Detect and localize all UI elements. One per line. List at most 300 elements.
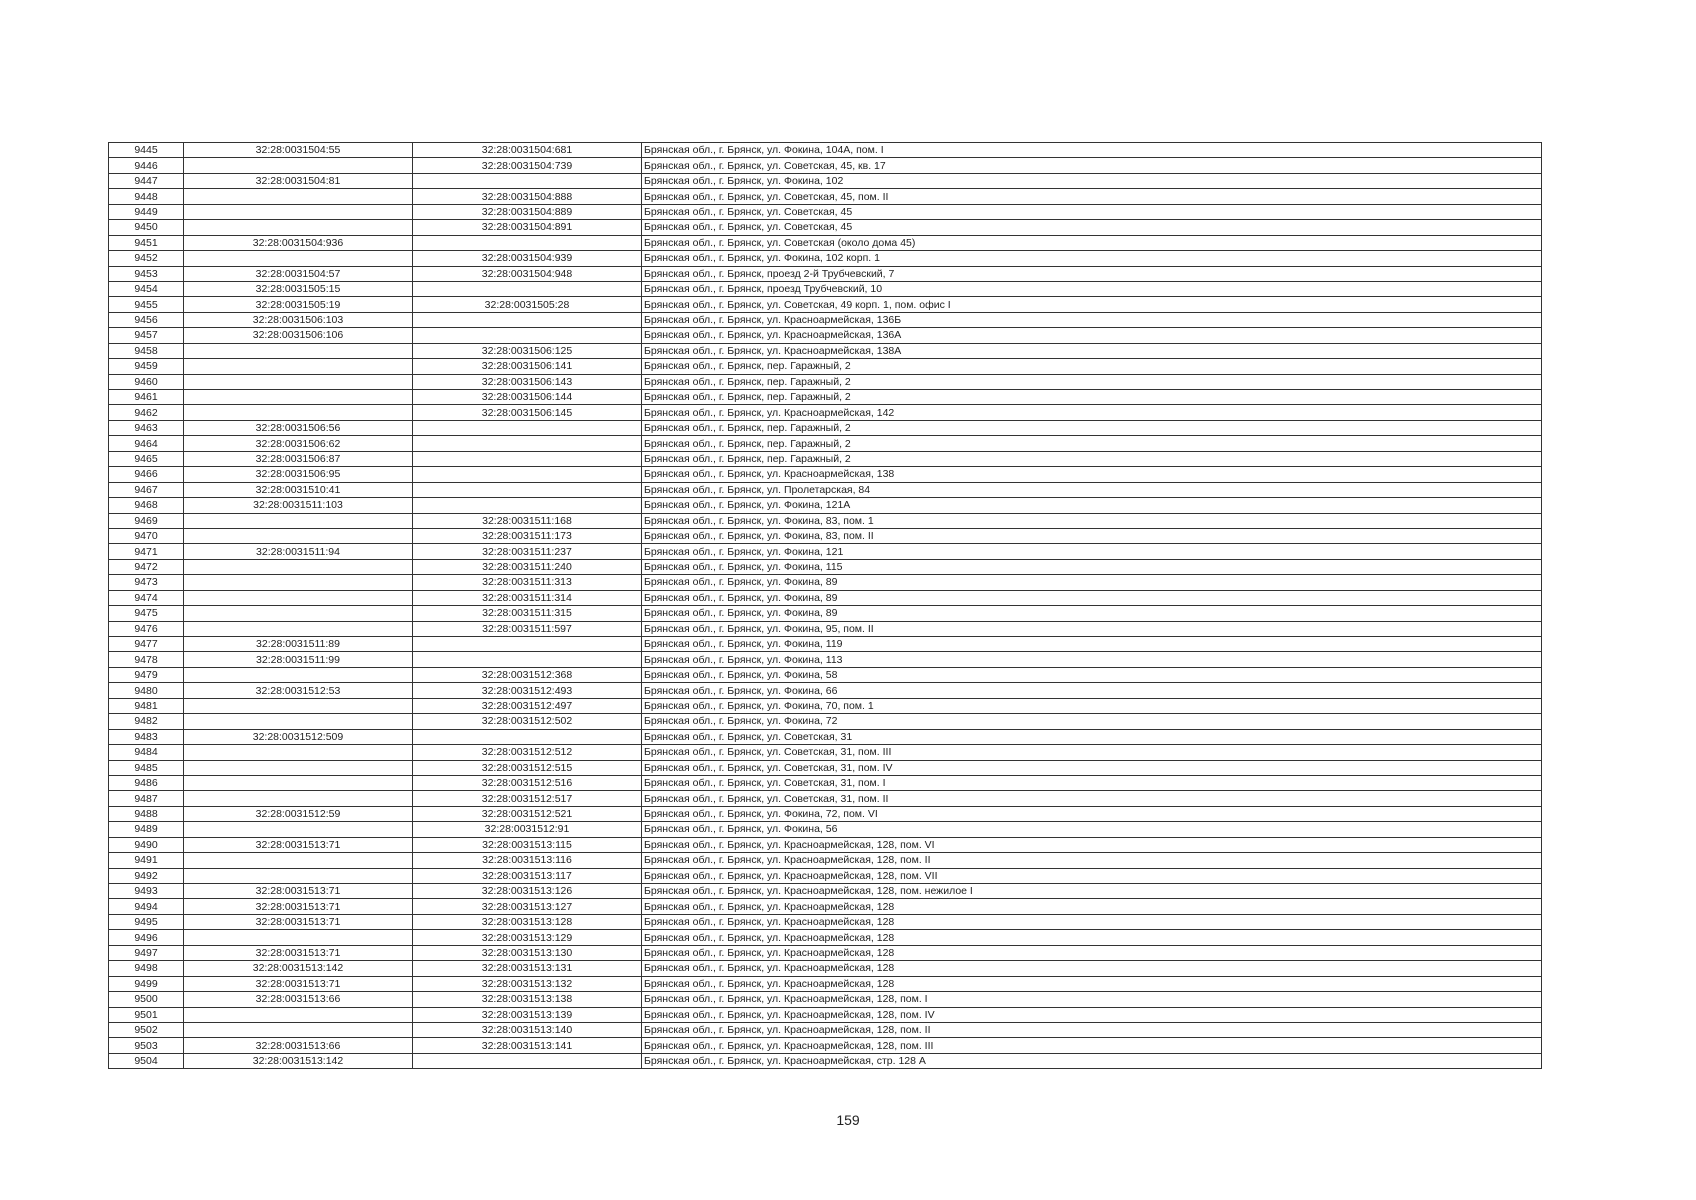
address-cell: Брянская обл., г. Брянск, ул. Фокина, 104А, пом. I [642,143,1542,158]
parcel-number-cell: 32:28:0031513:142 [184,961,413,976]
address-cell: Брянская обл., г. Брянск, ул. Красноармейская, 128 [642,930,1542,945]
table-row [109,899,1542,914]
object-number-cell [413,637,642,652]
table-row [109,745,1542,760]
address-cell: Брянская обл., г. Брянск, ул. Фокина, 113 [642,652,1542,667]
address-cell: Брянская обл., г. Брянск, ул. Советская, 31, пом. II [642,791,1542,806]
address-cell: Брянская обл., г. Брянск, ул. Фокина, 66 [642,683,1542,698]
address-cell: Брянская обл., г. Брянск, ул. Советская, 49 корп. 1, пом. офис I [642,297,1542,312]
table-row [109,992,1542,1007]
object-number-cell: 32:28:0031512:517 [413,791,642,806]
parcel-number-cell: 32:28:0031513:71 [184,945,413,960]
table-row [109,143,1542,158]
table-row [109,930,1542,945]
parcel-number-cell [184,405,413,420]
parcel-number-cell: 32:28:0031506:103 [184,312,413,327]
row-number-cell: 9489 [109,822,184,837]
address-cell: Брянская обл., г. Брянск, пер. Гаражный, 2 [642,390,1542,405]
table-row [109,822,1542,837]
object-number-cell [413,482,642,497]
row-number-cell: 9469 [109,513,184,528]
table-row [109,714,1542,729]
object-number-cell: 32:28:0031513:115 [413,837,642,852]
table-row [109,575,1542,590]
parcel-number-cell [184,575,413,590]
object-number-cell: 32:28:0031512:515 [413,760,642,775]
row-number-cell: 9493 [109,884,184,899]
row-number-cell: 9468 [109,498,184,513]
parcel-number-cell: 32:28:0031506:87 [184,451,413,466]
table-row [109,652,1542,667]
parcel-number-cell [184,791,413,806]
table-row [109,544,1542,559]
row-number-cell: 9448 [109,189,184,204]
address-cell: Брянская обл., г. Брянск, ул. Красноармейская, 128, пом. VI [642,837,1542,852]
row-number-cell: 9457 [109,328,184,343]
row-number-cell: 9496 [109,930,184,945]
address-cell: Брянская обл., г. Брянск, ул. Фокина, 56 [642,822,1542,837]
address-cell: Брянская обл., г. Брянск, ул. Красноармейская, 128 [642,976,1542,991]
object-number-cell: 32:28:0031513:126 [413,884,642,899]
object-number-cell [413,235,642,250]
object-number-cell: 32:28:0031505:28 [413,297,642,312]
row-number-cell: 9498 [109,961,184,976]
row-number-cell: 9502 [109,1022,184,1037]
row-number-cell: 9494 [109,899,184,914]
table-row [109,266,1542,281]
address-cell: Брянская обл., г. Брянск, ул. Фокина, 83, пом. 1 [642,513,1542,528]
address-cell: Брянская обл., г. Брянск, пер. Гаражный, 2 [642,436,1542,451]
row-number-cell: 9475 [109,606,184,621]
row-number-cell: 9472 [109,559,184,574]
address-cell: Брянская обл., г. Брянск, ул. Красноармейская, 128 [642,945,1542,960]
address-cell: Брянская обл., г. Брянск, ул. Красноармейская, 128 [642,899,1542,914]
row-number-cell: 9471 [109,544,184,559]
parcel-number-cell [184,621,413,636]
address-cell: Брянская обл., г. Брянск, ул. Фокина, 58 [642,667,1542,682]
table-row [109,559,1542,574]
table-row [109,1022,1542,1037]
row-number-cell: 9479 [109,667,184,682]
parcel-number-cell: 32:28:0031513:71 [184,837,413,852]
parcel-number-cell: 32:28:0031513:71 [184,914,413,929]
table-row [109,281,1542,296]
table-row [109,868,1542,883]
object-number-cell: 32:28:0031511:168 [413,513,642,528]
row-number-cell: 9462 [109,405,184,420]
parcel-number-cell [184,390,413,405]
object-number-cell: 32:28:0031513:141 [413,1038,642,1053]
object-number-cell: 32:28:0031504:739 [413,158,642,173]
table-row [109,1053,1542,1068]
table-row [109,220,1542,235]
parcel-number-cell: 32:28:0031504:81 [184,173,413,188]
object-number-cell [413,312,642,327]
row-number-cell: 9486 [109,775,184,790]
address-cell: Брянская обл., г. Брянск, ул. Фокина, 121А [642,498,1542,513]
table-row [109,1007,1542,1022]
table-row [109,791,1542,806]
cadastral-table [108,142,1542,1069]
row-number-cell: 9485 [109,760,184,775]
address-cell: Брянская обл., г. Брянск, ул. Пролетарская, 84 [642,482,1542,497]
row-number-cell: 9452 [109,251,184,266]
parcel-number-cell [184,189,413,204]
row-number-cell: 9484 [109,745,184,760]
parcel-number-cell [184,158,413,173]
row-number-cell: 9473 [109,575,184,590]
table-row [109,343,1542,358]
object-number-cell [413,729,642,744]
parcel-number-cell: 32:28:0031512:53 [184,683,413,698]
address-cell: Брянская обл., г. Брянск, ул. Красноармейская, 128, пом. II [642,1022,1542,1037]
parcel-number-cell: 32:28:0031512:509 [184,729,413,744]
parcel-number-cell: 32:28:0031513:71 [184,976,413,991]
object-number-cell: 32:28:0031513:130 [413,945,642,960]
row-number-cell: 9455 [109,297,184,312]
object-number-cell: 32:28:0031513:128 [413,914,642,929]
table-row [109,189,1542,204]
parcel-number-cell: 32:28:0031511:103 [184,498,413,513]
parcel-number-cell: 32:28:0031505:15 [184,281,413,296]
parcel-number-cell [184,714,413,729]
object-number-cell: 32:28:0031512:516 [413,775,642,790]
object-number-cell: 32:28:0031504:891 [413,220,642,235]
address-cell: Брянская обл., г. Брянск, ул. Фокина, 72 [642,714,1542,729]
address-cell: Брянская обл., г. Брянск, ул. Красноармейская, 128 [642,961,1542,976]
object-number-cell: 32:28:0031512:493 [413,683,642,698]
address-cell: Брянская обл., г. Брянск, ул. Советская, 31, пом. I [642,775,1542,790]
address-cell: Брянская обл., г. Брянск, ул. Красноармейская, 138А [642,343,1542,358]
row-number-cell: 9482 [109,714,184,729]
object-number-cell: 32:28:0031504:681 [413,143,642,158]
object-number-cell: 32:28:0031513:140 [413,1022,642,1037]
object-number-cell [413,420,642,435]
row-number-cell: 9447 [109,173,184,188]
address-cell: Брянская обл., г. Брянск, пер. Гаражный, 2 [642,374,1542,389]
address-cell: Брянская обл., г. Брянск, ул. Советская, 31, пом. IV [642,760,1542,775]
parcel-number-cell: 32:28:0031505:19 [184,297,413,312]
parcel-number-cell [184,760,413,775]
parcel-number-cell [184,359,413,374]
table-row [109,312,1542,327]
parcel-number-cell [184,513,413,528]
row-number-cell: 9445 [109,143,184,158]
address-cell: Брянская обл., г. Брянск, пер. Гаражный, 2 [642,451,1542,466]
object-number-cell: 32:28:0031504:889 [413,204,642,219]
object-number-cell: 32:28:0031512:512 [413,745,642,760]
address-cell: Брянская обл., г. Брянск, ул. Красноармейская, 128, пом. II [642,853,1542,868]
table-row [109,235,1542,250]
object-number-cell: 32:28:0031513:129 [413,930,642,945]
parcel-number-cell [184,667,413,682]
object-number-cell [413,652,642,667]
row-number-cell: 9499 [109,976,184,991]
address-cell: Брянская обл., г. Брянск, ул. Красноармейская, 128, пом. IV [642,1007,1542,1022]
object-number-cell [413,467,642,482]
object-number-cell: 32:28:0031513:131 [413,961,642,976]
object-number-cell [413,281,642,296]
row-number-cell: 9451 [109,235,184,250]
object-number-cell [413,1053,642,1068]
address-cell: Брянская обл., г. Брянск, ул. Красноармейская, 142 [642,405,1542,420]
address-cell: Брянская обл., г. Брянск, ул. Красноармейская, 128, пом. I [642,992,1542,1007]
table-row [109,173,1542,188]
address-cell: Брянская обл., г. Брянск, пер. Гаражный, 2 [642,359,1542,374]
row-number-cell: 9495 [109,914,184,929]
object-number-cell: 32:28:0031506:144 [413,390,642,405]
address-cell: Брянская обл., г. Брянск, ул. Фокина, 83, пом. II [642,528,1542,543]
address-cell: Брянская обл., г. Брянск, проезд 2-й Трубчевский, 7 [642,266,1542,281]
row-number-cell: 9503 [109,1038,184,1053]
parcel-number-cell: 32:28:0031513:66 [184,992,413,1007]
parcel-number-cell: 32:28:0031506:95 [184,467,413,482]
row-number-cell: 9464 [109,436,184,451]
table-row [109,775,1542,790]
table-row [109,359,1542,374]
object-number-cell: 32:28:0031512:521 [413,806,642,821]
address-cell: Брянская обл., г. Брянск, ул. Фокина, 72, пом. VI [642,806,1542,821]
parcel-number-cell [184,204,413,219]
row-number-cell: 9476 [109,621,184,636]
object-number-cell: 32:28:0031512:502 [413,714,642,729]
parcel-number-cell [184,343,413,358]
row-number-cell: 9477 [109,637,184,652]
table-row [109,884,1542,899]
address-cell: Брянская обл., г. Брянск, ул. Фокина, 70, пом. 1 [642,698,1542,713]
table-row [109,467,1542,482]
parcel-number-cell [184,822,413,837]
parcel-number-cell: 32:28:0031512:59 [184,806,413,821]
address-cell: Брянская обл., г. Брянск, ул. Фокина, 115 [642,559,1542,574]
parcel-number-cell: 32:28:0031504:55 [184,143,413,158]
address-cell: Брянская обл., г. Брянск, ул. Фокина, 95, пом. II [642,621,1542,636]
object-number-cell: 32:28:0031504:888 [413,189,642,204]
object-number-cell: 32:28:0031504:948 [413,266,642,281]
object-number-cell: 32:28:0031513:117 [413,868,642,883]
table-row [109,698,1542,713]
parcel-number-cell [184,606,413,621]
parcel-number-cell [184,374,413,389]
row-number-cell: 9466 [109,467,184,482]
object-number-cell: 32:28:0031513:127 [413,899,642,914]
address-cell: Брянская обл., г. Брянск, ул. Советская, 31, пом. III [642,745,1542,760]
address-cell: Брянская обл., г. Брянск, ул. Красноармейская, 128, пом. III [642,1038,1542,1053]
parcel-number-cell: 32:28:0031513:142 [184,1053,413,1068]
address-cell: Брянская обл., г. Брянск, ул. Советская, 31 [642,729,1542,744]
address-cell: Брянская обл., г. Брянск, ул. Красноармейская, 128, пом. VII [642,868,1542,883]
object-number-cell: 32:28:0031511:313 [413,575,642,590]
row-number-cell: 9481 [109,698,184,713]
parcel-number-cell [184,775,413,790]
table-row [109,528,1542,543]
table-row [109,945,1542,960]
address-cell: Брянская обл., г. Брянск, ул. Советская, 45 [642,204,1542,219]
parcel-number-cell: 32:28:0031511:89 [184,637,413,652]
parcel-number-cell [184,1007,413,1022]
table-row [109,621,1542,636]
parcel-number-cell [184,698,413,713]
address-cell: Брянская обл., г. Брянск, ул. Фокина, 89 [642,606,1542,621]
row-number-cell: 9478 [109,652,184,667]
row-number-cell: 9459 [109,359,184,374]
row-number-cell: 9461 [109,390,184,405]
row-number-cell: 9449 [109,204,184,219]
parcel-number-cell: 32:28:0031511:99 [184,652,413,667]
table-row [109,606,1542,621]
table-row [109,1038,1542,1053]
object-number-cell: 32:28:0031511:597 [413,621,642,636]
row-number-cell: 9453 [109,266,184,281]
address-cell: Брянская обл., г. Брянск, ул. Фокина, 89 [642,575,1542,590]
address-cell: Брянская обл., г. Брянск, пер. Гаражный, 2 [642,420,1542,435]
row-number-cell: 9492 [109,868,184,883]
parcel-number-cell [184,559,413,574]
page-number: 159 [836,1112,860,1128]
row-number-cell: 9474 [109,590,184,605]
parcel-number-cell: 32:28:0031506:56 [184,420,413,435]
parcel-number-cell: 32:28:0031504:57 [184,266,413,281]
row-number-cell: 9500 [109,992,184,1007]
parcel-number-cell [184,251,413,266]
row-number-cell: 9483 [109,729,184,744]
table-row [109,667,1542,682]
table-row [109,914,1542,929]
object-number-cell [413,498,642,513]
object-number-cell: 32:28:0031513:138 [413,992,642,1007]
row-number-cell: 9487 [109,791,184,806]
object-number-cell [413,173,642,188]
object-number-cell: 32:28:0031511:315 [413,606,642,621]
row-number-cell: 9446 [109,158,184,173]
table-row [109,204,1542,219]
table-row [109,637,1542,652]
address-cell: Брянская обл., г. Брянск, ул. Фокина, 102 корп. 1 [642,251,1542,266]
table-row [109,297,1542,312]
address-cell: Брянская обл., г. Брянск, ул. Фокина, 102 [642,173,1542,188]
address-cell: Брянская обл., г. Брянск, ул. Фокина, 89 [642,590,1542,605]
table-row [109,436,1542,451]
table-row [109,806,1542,821]
object-number-cell [413,328,642,343]
parcel-number-cell: 32:28:0031513:71 [184,899,413,914]
parcel-number-cell: 32:28:0031506:106 [184,328,413,343]
object-number-cell: 32:28:0031511:237 [413,544,642,559]
parcel-number-cell [184,590,413,605]
object-number-cell: 32:28:0031504:939 [413,251,642,266]
address-cell: Брянская обл., г. Брянск, ул. Красноармейская, 138 [642,467,1542,482]
parcel-number-cell: 32:28:0031506:62 [184,436,413,451]
object-number-cell: 32:28:0031506:125 [413,343,642,358]
table-row [109,853,1542,868]
object-number-cell [413,451,642,466]
address-cell: Брянская обл., г. Брянск, ул. Советская, 45, кв. 17 [642,158,1542,173]
object-number-cell: 32:28:0031506:141 [413,359,642,374]
table-row [109,390,1542,405]
table-row [109,729,1542,744]
parcel-number-cell [184,1022,413,1037]
address-cell: Брянская обл., г. Брянск, ул. Советская, 45, пом. II [642,189,1542,204]
object-number-cell: 32:28:0031511:240 [413,559,642,574]
row-number-cell: 9465 [109,451,184,466]
parcel-number-cell [184,930,413,945]
table-row [109,760,1542,775]
row-number-cell: 9501 [109,1007,184,1022]
address-cell: Брянская обл., г. Брянск, ул. Красноармейская, 128 [642,914,1542,929]
row-number-cell: 9463 [109,420,184,435]
row-number-cell: 9490 [109,837,184,852]
parcel-number-cell: 32:28:0031504:936 [184,235,413,250]
address-cell: Брянская обл., г. Брянск, ул. Фокина, 119 [642,637,1542,652]
row-number-cell: 9450 [109,220,184,235]
object-number-cell: 32:28:0031513:132 [413,976,642,991]
object-number-cell: 32:28:0031512:91 [413,822,642,837]
address-cell: Брянская обл., г. Брянск, ул. Красноармейская, 128, пом. нежилое I [642,884,1542,899]
row-number-cell: 9480 [109,683,184,698]
address-cell: Брянская обл., г. Брянск, ул. Фокина, 121 [642,544,1542,559]
table-row [109,451,1542,466]
address-cell: Брянская обл., г. Брянск, ул. Красноармейская, стр. 128 А [642,1053,1542,1068]
object-number-cell [413,436,642,451]
table-row [109,374,1542,389]
row-number-cell: 9488 [109,806,184,821]
table-row [109,498,1542,513]
table-row [109,683,1542,698]
row-number-cell: 9456 [109,312,184,327]
parcel-number-cell: 32:28:0031513:71 [184,884,413,899]
table-row [109,251,1542,266]
address-cell: Брянская обл., г. Брянск, ул. Красноармейская, 136А [642,328,1542,343]
table-row [109,837,1542,852]
address-cell: Брянская обл., г. Брянск, ул. Советская, 45 [642,220,1542,235]
object-number-cell: 32:28:0031511:314 [413,590,642,605]
table-row [109,420,1542,435]
address-cell: Брянская обл., г. Брянск, ул. Советская (около дома 45) [642,235,1542,250]
row-number-cell: 9470 [109,528,184,543]
parcel-number-cell [184,220,413,235]
parcel-number-cell [184,853,413,868]
table-row [109,158,1542,173]
table-row [109,976,1542,991]
row-number-cell: 9460 [109,374,184,389]
object-number-cell: 32:28:0031511:173 [413,528,642,543]
address-cell: Брянская обл., г. Брянск, проезд Трубчевский, 10 [642,281,1542,296]
table-row [109,590,1542,605]
table-row [109,482,1542,497]
table-row [109,328,1542,343]
table-row [109,405,1542,420]
parcel-number-cell [184,528,413,543]
object-number-cell: 32:28:0031513:139 [413,1007,642,1022]
parcel-number-cell: 32:28:0031511:94 [184,544,413,559]
object-number-cell: 32:28:0031512:368 [413,667,642,682]
parcel-number-cell: 32:28:0031510:41 [184,482,413,497]
address-cell: Брянская обл., г. Брянск, ул. Красноармейская, 136Б [642,312,1542,327]
table-row [109,513,1542,528]
object-number-cell: 32:28:0031513:116 [413,853,642,868]
parcel-number-cell [184,868,413,883]
object-number-cell: 32:28:0031512:497 [413,698,642,713]
row-number-cell: 9458 [109,343,184,358]
row-number-cell: 9467 [109,482,184,497]
parcel-number-cell: 32:28:0031513:66 [184,1038,413,1053]
object-number-cell: 32:28:0031506:143 [413,374,642,389]
table-row [109,961,1542,976]
row-number-cell: 9454 [109,281,184,296]
row-number-cell: 9491 [109,853,184,868]
row-number-cell: 9497 [109,945,184,960]
cadastral-table-body [109,143,1542,1069]
